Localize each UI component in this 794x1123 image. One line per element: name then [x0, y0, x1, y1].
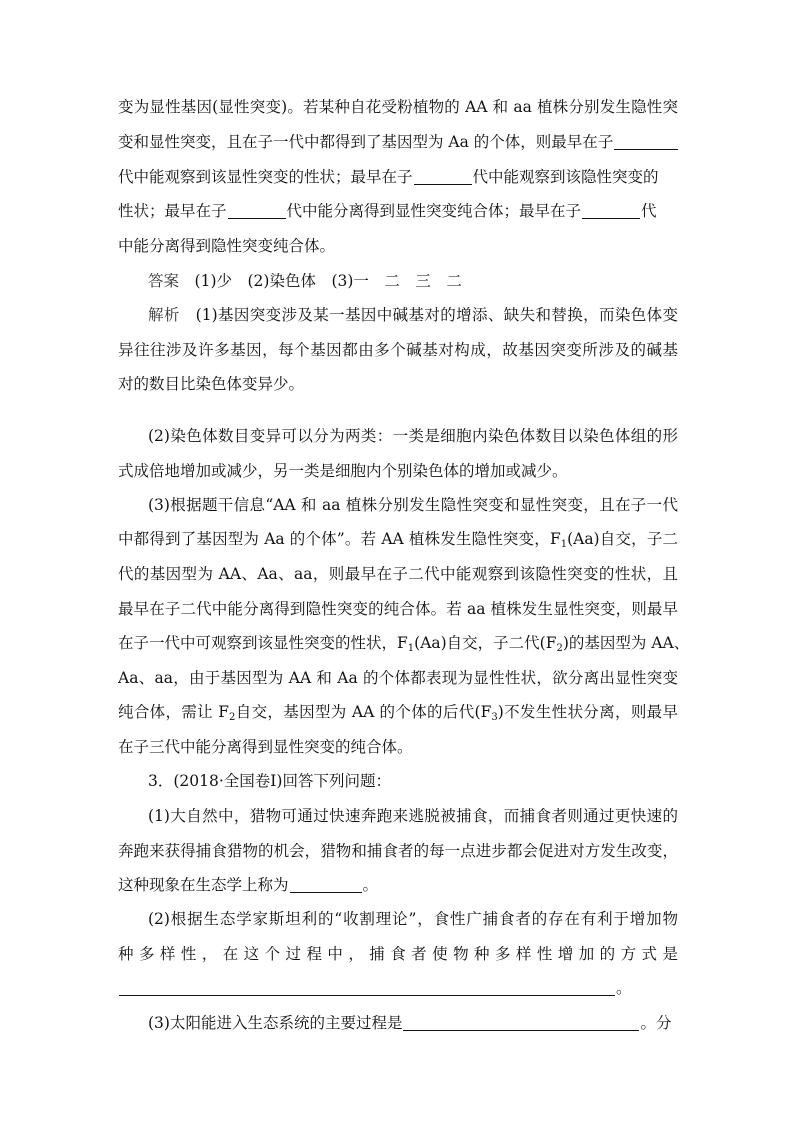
analysis-line-2: 异往往涉及许多基因，每个基因都由多个碱基对构成，故基因突变所涉及的碱基	[118, 341, 678, 359]
question-line-1: 变为显性基因(显性突变)。若某种自花受粉植物的 AA 和 aa 植株分别发生隐性突	[118, 98, 678, 116]
q3-part2-line-3: 。	[118, 971, 678, 1005]
answer-blank-2	[414, 164, 472, 185]
analysis-para2-line-2: 式成倍地增加或减少，另一类是细胞内个别染色体的增加或减少。	[118, 462, 568, 480]
q3-part1-line-1: (1)大自然中，猎物可通过快速奔跑来逃脱被捕食，而捕食者则通过更快速的	[148, 807, 678, 825]
analysis-para3-line-6: Aa、aa，由于基因型为 AA 和 Aa 的个体都表现为显性性状，欲分离出显性突变	[118, 669, 678, 687]
question-line-2: 变和显性突变，且在子一代中都得到了基因型为 Aa 的个体，则最早在子	[118, 125, 678, 159]
q3-part1-line-2: 奔跑来获得捕食猎物的机会，猎物和捕食者的每一点进步都会促进对方发生改变，	[118, 842, 678, 860]
analysis-para2-line-1: (2)染色体数目变异可以分为两类：一类是细胞内染色体数目以染色体组的形	[148, 427, 678, 445]
question-line-5: 中能分离得到隐性突变纯合体。	[118, 237, 336, 255]
question-line-3: 代中能观察到该显性突变的性状；最早在子 代中能观察到该隐性突变的	[118, 160, 678, 194]
answer-blank-1	[614, 129, 678, 150]
analysis-para3-line-3: 代的基因型为 AA、Aa、aa，则最早在子二代中能观察到该隐性突变的性状，且	[118, 565, 678, 583]
question-line-4: 性状；最早在子 代中能分离得到显性突变纯合体；最早在子 代	[118, 194, 678, 228]
analysis-para3-line-1: (3)根据题干信息“AA 和 aa 植株分别发生隐性突变和显性突变，且在子一代	[148, 496, 678, 514]
answer-blank-5	[290, 872, 362, 893]
analysis-para3-line-2: 中都得到了基因型为 Aa 的个体”。若 AA 植株发生隐性突变，$F_1(Aa)$自交，子二	[118, 530, 678, 550]
analysis-para3-line-8: 在子三代中能分离得到显性突变的纯合体。	[118, 738, 413, 756]
analysis-label: 解析	[148, 306, 180, 324]
q3-part2-line-1: (2)根据生态学家斯坦利的“收割理论”，食性广捕食者的存在有利于增加物	[148, 910, 678, 928]
answer-blank-6	[119, 975, 615, 996]
q3-part3-line-1: (3)太阳能进入生态系统的主要过程是 。分	[148, 1006, 678, 1040]
question-3-heading: 3．(2018·全国卷Ⅰ)回答下列问题：	[148, 772, 391, 790]
q3-part2-line-2: 种多样性，在这个过程中，捕食者使物种多样性增加的方式是	[118, 945, 678, 963]
analysis-line-3: 对的数目比染色体变异少。	[118, 375, 305, 393]
answer-text: (1)少 (2)染色体 (3)一 二 三 二	[194, 272, 462, 290]
answer-blank-7	[403, 1010, 639, 1031]
q3-part1-line-3: 这种现象在生态学上称为 。	[118, 868, 678, 902]
analysis-para3-line-7: 纯合体，需让 $F_2$自交，基因型为 AA 的个体的后代$(F_3)$不发生性状分离，则最早	[118, 703, 678, 723]
answer-blank-3	[228, 198, 286, 219]
answer-line	[148, 264, 678, 298]
analysis-line-1: 解析 (1)基因突变涉及某一基因中碱基对的增添、缺失和替换，而染色体变	[148, 306, 678, 324]
answer-label: 答案	[148, 272, 180, 290]
analysis-para3-line-5: 在子一代中可观察到该显性突变的性状，$F_1(Aa)$自交，子二代$(F_2)$的基因型为 AA、	[118, 634, 690, 654]
analysis-para3-line-4: 最早在子二代中能分离得到隐性突变的纯合体。若 aa 植株发生显性突变，则最早	[118, 600, 678, 618]
answer-blank-4	[582, 198, 640, 219]
